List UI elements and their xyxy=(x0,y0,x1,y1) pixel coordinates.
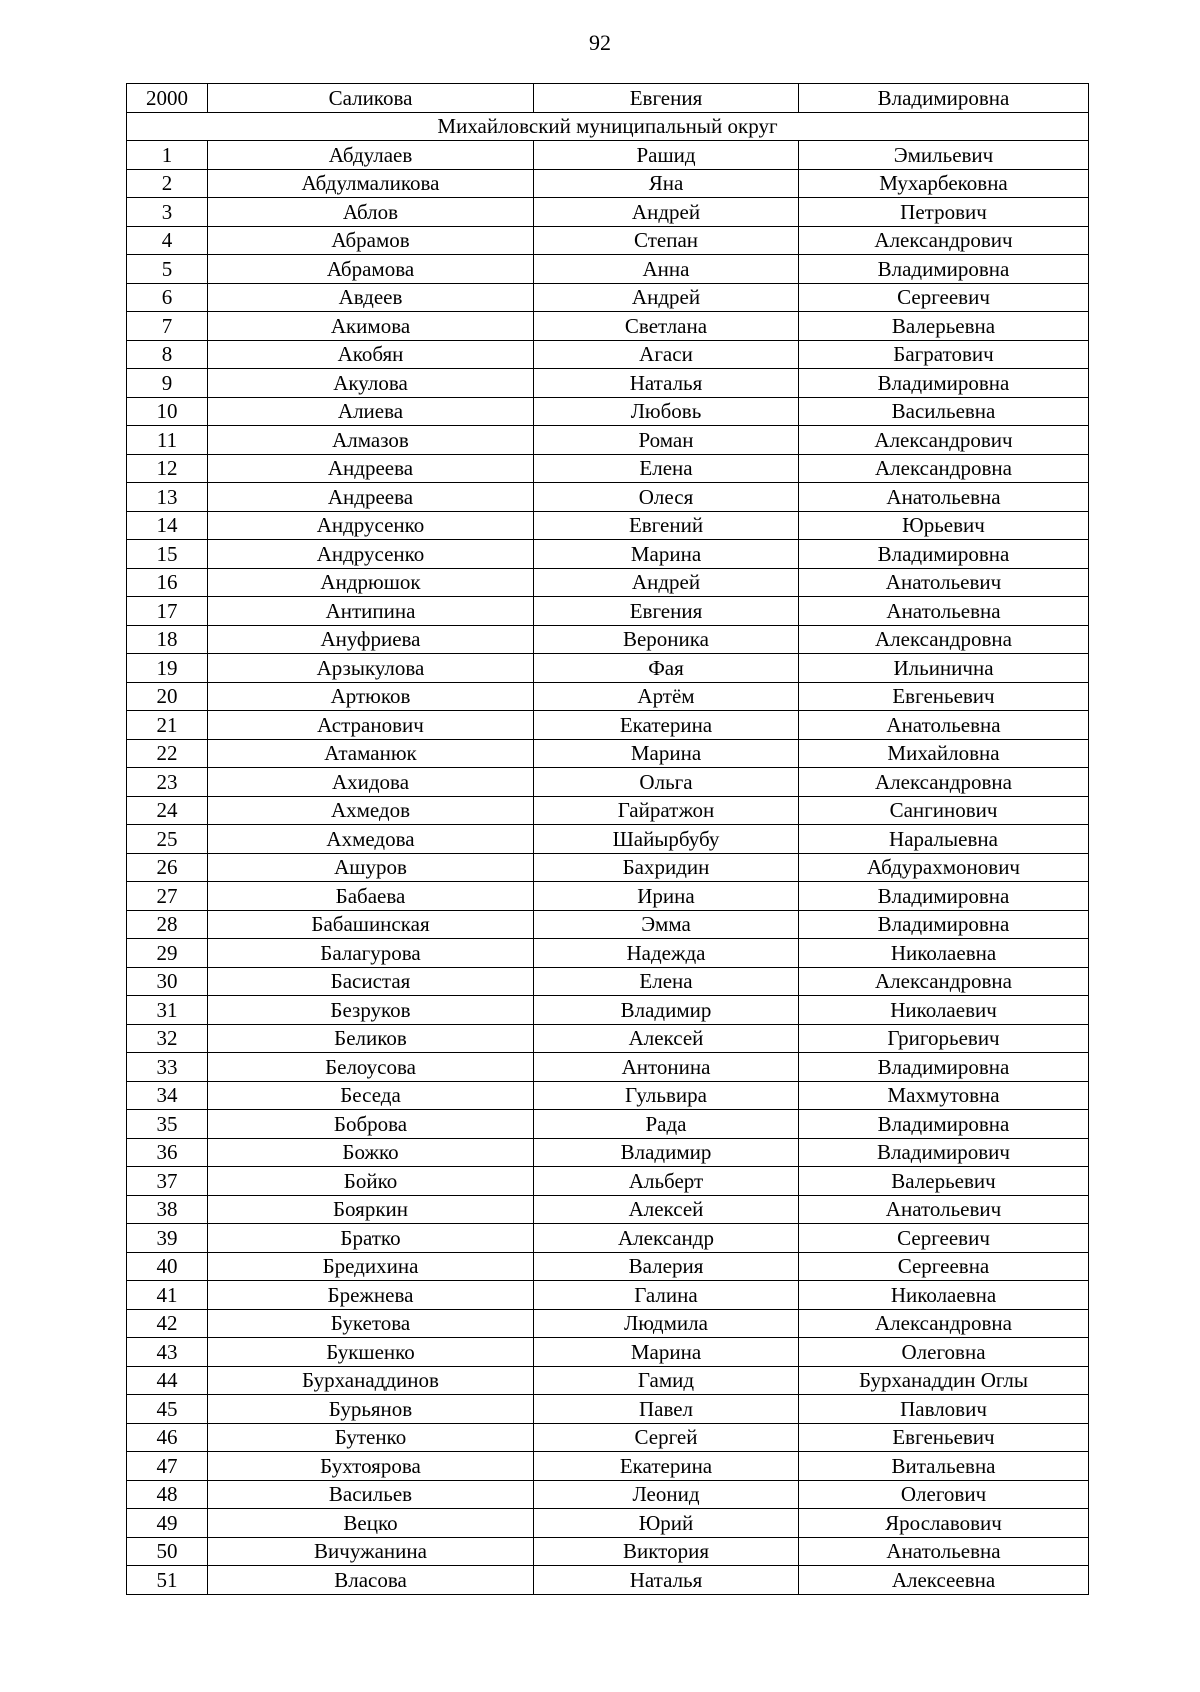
table-row xyxy=(127,1566,1089,1595)
table-row xyxy=(127,255,1089,284)
first-name-cell: Евгений xyxy=(534,511,799,540)
last-name-cell: Акобян xyxy=(208,340,534,369)
row-number-cell: 28 xyxy=(127,910,208,939)
last-name-cell: Алмазов xyxy=(208,426,534,455)
first-name-cell: Рада xyxy=(534,1110,799,1139)
last-name-cell: Ахмедов xyxy=(208,796,534,825)
first-name-cell: Леонид xyxy=(534,1480,799,1509)
last-name-cell: Балагурова xyxy=(208,939,534,968)
row-number-cell: 48 xyxy=(127,1480,208,1509)
first-name-cell: Евгения xyxy=(534,84,799,113)
first-name-cell: Антонина xyxy=(534,1053,799,1082)
first-name-cell: Любовь xyxy=(534,397,799,426)
table-row xyxy=(127,226,1089,255)
patronymic-cell: Наралыевна xyxy=(799,825,1089,854)
table-row xyxy=(127,1138,1089,1167)
first-name-cell: Людмила xyxy=(534,1309,799,1338)
first-name-cell: Гамид xyxy=(534,1366,799,1395)
patronymic-cell: Олегович xyxy=(799,1480,1089,1509)
row-number-cell: 20 xyxy=(127,682,208,711)
patronymic-cell: Николаевич xyxy=(799,996,1089,1025)
patronymic-cell: Александровна xyxy=(799,967,1089,996)
last-name-cell: Бредихина xyxy=(208,1252,534,1281)
table-row xyxy=(127,1053,1089,1082)
table-row xyxy=(127,1224,1089,1253)
table-row xyxy=(127,825,1089,854)
last-name-cell: Беседа xyxy=(208,1081,534,1110)
row-number-cell: 49 xyxy=(127,1509,208,1538)
first-name-cell: Сергей xyxy=(534,1423,799,1452)
last-name-cell: Ануфриева xyxy=(208,625,534,654)
patronymic-cell: Александровна xyxy=(799,625,1089,654)
first-name-cell: Александр xyxy=(534,1224,799,1253)
first-name-cell: Павел xyxy=(534,1395,799,1424)
table-row xyxy=(127,1452,1089,1481)
first-name-cell: Степан xyxy=(534,226,799,255)
row-number-cell: 32 xyxy=(127,1024,208,1053)
table-row xyxy=(127,1110,1089,1139)
patronymic-cell: Валерьевна xyxy=(799,312,1089,341)
row-number-cell: 6 xyxy=(127,283,208,312)
row-number-cell: 47 xyxy=(127,1452,208,1481)
first-name-cell: Наталья xyxy=(534,1566,799,1595)
table-row xyxy=(127,939,1089,968)
patronymic-cell: Сангинович xyxy=(799,796,1089,825)
row-number-cell: 3 xyxy=(127,198,208,227)
patronymic-cell: Анатольевна xyxy=(799,711,1089,740)
patronymic-cell: Александровна xyxy=(799,454,1089,483)
table-row xyxy=(127,1366,1089,1395)
row-number-cell: 45 xyxy=(127,1395,208,1424)
patronymic-cell: Сергеевич xyxy=(799,283,1089,312)
last-name-cell: Андрюшок xyxy=(208,568,534,597)
last-name-cell: Власова xyxy=(208,1566,534,1595)
row-number-cell: 39 xyxy=(127,1224,208,1253)
first-name-cell: Екатерина xyxy=(534,711,799,740)
patronymic-cell: Валерьевич xyxy=(799,1167,1089,1196)
first-name-cell: Екатерина xyxy=(534,1452,799,1481)
first-name-cell: Елена xyxy=(534,454,799,483)
patronymic-cell: Абдурахмонович xyxy=(799,853,1089,882)
table-row xyxy=(127,340,1089,369)
patronymic-cell: Григорьевич xyxy=(799,1024,1089,1053)
first-name-cell: Андрей xyxy=(534,283,799,312)
last-name-cell: Васильев xyxy=(208,1480,534,1509)
last-name-cell: Андрусенко xyxy=(208,511,534,540)
row-number-cell: 44 xyxy=(127,1366,208,1395)
persons-table xyxy=(126,83,1089,1595)
patronymic-cell: Николаевна xyxy=(799,939,1089,968)
patronymic-cell: Анатольевна xyxy=(799,483,1089,512)
first-name-cell: Алексей xyxy=(534,1195,799,1224)
row-number-cell: 10 xyxy=(127,397,208,426)
last-name-cell: Абрамов xyxy=(208,226,534,255)
first-name-cell: Ольга xyxy=(534,768,799,797)
row-number-cell: 40 xyxy=(127,1252,208,1281)
first-name-cell: Анна xyxy=(534,255,799,284)
row-number-cell: 9 xyxy=(127,369,208,398)
last-name-cell: Акимова xyxy=(208,312,534,341)
table-row xyxy=(127,768,1089,797)
patronymic-cell: Ильинична xyxy=(799,654,1089,683)
table-row xyxy=(127,426,1089,455)
row-number-cell: 37 xyxy=(127,1167,208,1196)
first-name-cell: Ирина xyxy=(534,882,799,911)
last-name-cell: Ашуров xyxy=(208,853,534,882)
table-row xyxy=(127,1081,1089,1110)
patronymic-cell: Владимировна xyxy=(799,910,1089,939)
row-number-cell: 2 xyxy=(127,169,208,198)
table-row xyxy=(127,1281,1089,1310)
row-number-cell: 17 xyxy=(127,597,208,626)
row-number-cell: 13 xyxy=(127,483,208,512)
row-number-cell: 15 xyxy=(127,540,208,569)
patronymic-cell: Махмутовна xyxy=(799,1081,1089,1110)
last-name-cell: Безруков xyxy=(208,996,534,1025)
last-name-cell: Бояркин xyxy=(208,1195,534,1224)
row-number-cell: 18 xyxy=(127,625,208,654)
table-row xyxy=(127,1509,1089,1538)
patronymic-cell: Эмильевич xyxy=(799,141,1089,170)
patronymic-cell: Багратович xyxy=(799,340,1089,369)
row-number-cell: 51 xyxy=(127,1566,208,1595)
first-name-cell: Гайратжон xyxy=(534,796,799,825)
last-name-cell: Боброва xyxy=(208,1110,534,1139)
row-number-cell: 14 xyxy=(127,511,208,540)
first-name-cell: Шайырбубу xyxy=(534,825,799,854)
last-name-cell: Астранович xyxy=(208,711,534,740)
first-name-cell: Владимир xyxy=(534,1138,799,1167)
table-row xyxy=(127,1480,1089,1509)
first-name-cell: Евгения xyxy=(534,597,799,626)
last-name-cell: Акулова xyxy=(208,369,534,398)
table-row xyxy=(127,796,1089,825)
row-number-cell: 41 xyxy=(127,1281,208,1310)
first-name-cell: Яна xyxy=(534,169,799,198)
section-header-row xyxy=(127,112,1089,141)
last-name-cell: Бухтоярова xyxy=(208,1452,534,1481)
table-row xyxy=(127,1167,1089,1196)
page-number: 92 xyxy=(589,30,611,55)
patronymic-cell: Александрович xyxy=(799,426,1089,455)
last-name-cell: Артюков xyxy=(208,682,534,711)
row-number-cell: 5 xyxy=(127,255,208,284)
patronymic-cell: Анатольевна xyxy=(799,597,1089,626)
table-row xyxy=(127,1338,1089,1367)
patronymic-cell: Петрович xyxy=(799,198,1089,227)
first-name-cell: Агаси xyxy=(534,340,799,369)
first-name-cell: Елена xyxy=(534,967,799,996)
last-name-cell: Божко xyxy=(208,1138,534,1167)
last-name-cell: Абдулаев xyxy=(208,141,534,170)
first-name-cell: Андрей xyxy=(534,568,799,597)
table-row xyxy=(127,84,1089,113)
patronymic-cell: Олеговна xyxy=(799,1338,1089,1367)
last-name-cell: Абдулмаликова xyxy=(208,169,534,198)
last-name-cell: Антипина xyxy=(208,597,534,626)
table-row xyxy=(127,910,1089,939)
patronymic-cell: Владимирович xyxy=(799,1138,1089,1167)
row-number-cell: 21 xyxy=(127,711,208,740)
row-number-cell: 4 xyxy=(127,226,208,255)
patronymic-cell: Евгеньевич xyxy=(799,1423,1089,1452)
row-number-cell: 19 xyxy=(127,654,208,683)
last-name-cell: Вичужанина xyxy=(208,1537,534,1566)
patronymic-cell: Александровна xyxy=(799,1309,1089,1338)
patronymic-cell: Владимировна xyxy=(799,1053,1089,1082)
patronymic-cell: Витальевна xyxy=(799,1452,1089,1481)
last-name-cell: Бурханаддинов xyxy=(208,1366,534,1395)
last-name-cell: Букетова xyxy=(208,1309,534,1338)
table-row xyxy=(127,369,1089,398)
patronymic-cell: Владимировна xyxy=(799,1110,1089,1139)
table-row xyxy=(127,654,1089,683)
table-row xyxy=(127,568,1089,597)
first-name-cell: Олеся xyxy=(534,483,799,512)
table-row xyxy=(127,1309,1089,1338)
first-name-cell: Марина xyxy=(534,1338,799,1367)
row-number-cell: 25 xyxy=(127,825,208,854)
first-name-cell: Артём xyxy=(534,682,799,711)
row-number-cell: 36 xyxy=(127,1138,208,1167)
patronymic-cell: Михайловна xyxy=(799,739,1089,768)
table-row xyxy=(127,1423,1089,1452)
row-number-cell: 42 xyxy=(127,1309,208,1338)
row-number-cell: 23 xyxy=(127,768,208,797)
last-name-cell: Андреева xyxy=(208,454,534,483)
last-name-cell: Андреева xyxy=(208,483,534,512)
table-row xyxy=(127,397,1089,426)
table-row xyxy=(127,198,1089,227)
row-number-cell: 8 xyxy=(127,340,208,369)
table-row xyxy=(127,540,1089,569)
patronymic-cell: Анатольевич xyxy=(799,568,1089,597)
last-name-cell: Бутенко xyxy=(208,1423,534,1452)
first-name-cell: Бахридин xyxy=(534,853,799,882)
last-name-cell: Атаманюк xyxy=(208,739,534,768)
table-row xyxy=(127,454,1089,483)
first-name-cell: Наталья xyxy=(534,369,799,398)
table-row xyxy=(127,853,1089,882)
row-number-cell: 35 xyxy=(127,1110,208,1139)
last-name-cell: Бурьянов xyxy=(208,1395,534,1424)
last-name-cell: Белоусова xyxy=(208,1053,534,1082)
row-number-cell: 46 xyxy=(127,1423,208,1452)
table-row xyxy=(127,625,1089,654)
table-row xyxy=(127,882,1089,911)
table-row xyxy=(127,711,1089,740)
table-row xyxy=(127,511,1089,540)
table-row xyxy=(127,996,1089,1025)
table-row xyxy=(127,1195,1089,1224)
row-number-cell: 24 xyxy=(127,796,208,825)
patronymic-cell: Павлович xyxy=(799,1395,1089,1424)
last-name-cell: Бойко xyxy=(208,1167,534,1196)
patronymic-cell: Владимировна xyxy=(799,540,1089,569)
patronymic-cell: Мухарбековна xyxy=(799,169,1089,198)
patronymic-cell: Анатольевна xyxy=(799,1537,1089,1566)
table-row xyxy=(127,169,1089,198)
first-name-cell: Роман xyxy=(534,426,799,455)
first-name-cell: Валерия xyxy=(534,1252,799,1281)
last-name-cell: Братко xyxy=(208,1224,534,1253)
first-name-cell: Марина xyxy=(534,540,799,569)
row-number-cell: 12 xyxy=(127,454,208,483)
patronymic-cell: Ярославович xyxy=(799,1509,1089,1538)
first-name-cell: Владимир xyxy=(534,996,799,1025)
last-name-cell: Басистая xyxy=(208,967,534,996)
row-number-cell: 22 xyxy=(127,739,208,768)
row-number-cell: 2000 xyxy=(127,84,208,113)
last-name-cell: Саликова xyxy=(208,84,534,113)
last-name-cell: Алиева xyxy=(208,397,534,426)
table-row xyxy=(127,483,1089,512)
last-name-cell: Бабаева xyxy=(208,882,534,911)
first-name-cell: Юрий xyxy=(534,1509,799,1538)
patronymic-cell: Александровна xyxy=(799,768,1089,797)
last-name-cell: Бабашинская xyxy=(208,910,534,939)
patronymic-cell: Сергеевна xyxy=(799,1252,1089,1281)
table-row xyxy=(127,312,1089,341)
last-name-cell: Букшенко xyxy=(208,1338,534,1367)
row-number-cell: 26 xyxy=(127,853,208,882)
table-row xyxy=(127,1252,1089,1281)
last-name-cell: Аблов xyxy=(208,198,534,227)
table-row xyxy=(127,682,1089,711)
row-number-cell: 27 xyxy=(127,882,208,911)
row-number-cell: 50 xyxy=(127,1537,208,1566)
first-name-cell: Виктория xyxy=(534,1537,799,1566)
patronymic-cell: Владимировна xyxy=(799,255,1089,284)
first-name-cell: Андрей xyxy=(534,198,799,227)
table-row xyxy=(127,739,1089,768)
patronymic-cell: Анатольевич xyxy=(799,1195,1089,1224)
row-number-cell: 34 xyxy=(127,1081,208,1110)
first-name-cell: Вероника xyxy=(534,625,799,654)
first-name-cell: Эмма xyxy=(534,910,799,939)
patronymic-cell: Бурханаддин Оглы xyxy=(799,1366,1089,1395)
table-row xyxy=(127,1537,1089,1566)
table-row xyxy=(127,1024,1089,1053)
patronymic-cell: Владимировна xyxy=(799,882,1089,911)
row-number-cell: 38 xyxy=(127,1195,208,1224)
first-name-cell: Марина xyxy=(534,739,799,768)
patronymic-cell: Александрович xyxy=(799,226,1089,255)
last-name-cell: Авдеев xyxy=(208,283,534,312)
last-name-cell: Абрамова xyxy=(208,255,534,284)
row-number-cell: 11 xyxy=(127,426,208,455)
patronymic-cell: Сергеевич xyxy=(799,1224,1089,1253)
section-title: Михайловский муниципальный округ xyxy=(127,112,1089,141)
first-name-cell: Альберт xyxy=(534,1167,799,1196)
first-name-cell: Рашид xyxy=(534,141,799,170)
table-row xyxy=(127,967,1089,996)
first-name-cell: Фая xyxy=(534,654,799,683)
row-number-cell: 43 xyxy=(127,1338,208,1367)
first-name-cell: Алексей xyxy=(534,1024,799,1053)
table-row xyxy=(127,597,1089,626)
last-name-cell: Беликов xyxy=(208,1024,534,1053)
row-number-cell: 33 xyxy=(127,1053,208,1082)
row-number-cell: 29 xyxy=(127,939,208,968)
patronymic-cell: Владимировна xyxy=(799,369,1089,398)
last-name-cell: Ахмедова xyxy=(208,825,534,854)
table-row xyxy=(127,141,1089,170)
table-row xyxy=(127,1395,1089,1424)
last-name-cell: Вецко xyxy=(208,1509,534,1538)
patronymic-cell: Алексеевна xyxy=(799,1566,1089,1595)
patronymic-cell: Владимировна xyxy=(799,84,1089,113)
first-name-cell: Надежда xyxy=(534,939,799,968)
last-name-cell: Арзыкулова xyxy=(208,654,534,683)
row-number-cell: 31 xyxy=(127,996,208,1025)
first-name-cell: Галина xyxy=(534,1281,799,1310)
last-name-cell: Ахидова xyxy=(208,768,534,797)
patronymic-cell: Юрьевич xyxy=(799,511,1089,540)
row-number-cell: 1 xyxy=(127,141,208,170)
row-number-cell: 16 xyxy=(127,568,208,597)
persons-table-body xyxy=(127,84,1089,1595)
table-row xyxy=(127,283,1089,312)
first-name-cell: Светлана xyxy=(534,312,799,341)
patronymic-cell: Евгеньевич xyxy=(799,682,1089,711)
last-name-cell: Андрусенко xyxy=(208,540,534,569)
patronymic-cell: Васильевна xyxy=(799,397,1089,426)
first-name-cell: Гульвира xyxy=(534,1081,799,1110)
last-name-cell: Брежнева xyxy=(208,1281,534,1310)
patronymic-cell: Николаевна xyxy=(799,1281,1089,1310)
row-number-cell: 7 xyxy=(127,312,208,341)
row-number-cell: 30 xyxy=(127,967,208,996)
